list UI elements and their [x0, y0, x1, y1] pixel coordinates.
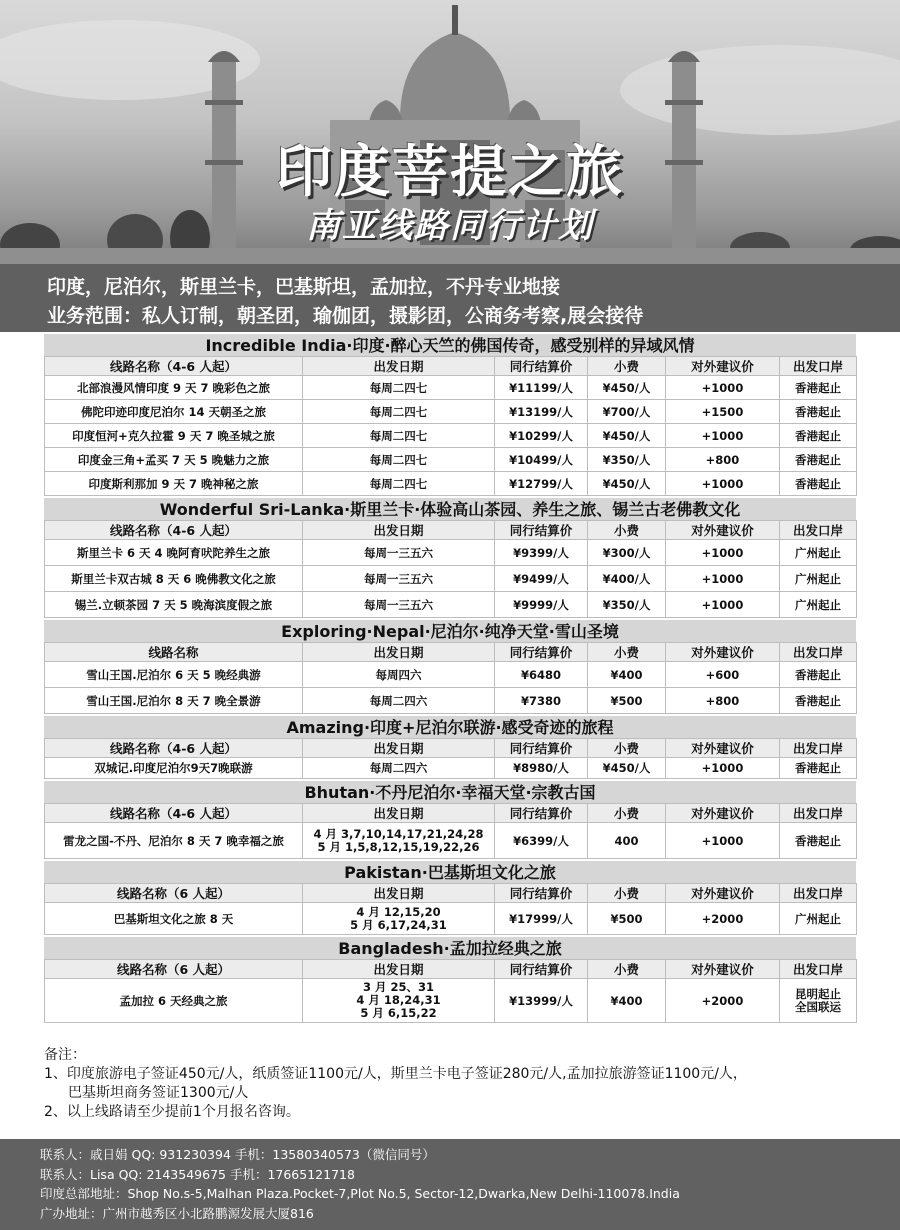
table-cell: ¥500: [588, 688, 666, 714]
table-cell: 巴基斯坦文化之旅 8 天: [45, 903, 303, 935]
table-cell: 每周二四六: [303, 688, 495, 714]
column-header: 线路名称（4-6 人起）: [45, 804, 303, 823]
section-title: Exploring·Nepal·尼泊尔·纯净天堂·雪山圣境: [44, 618, 856, 642]
table-row: [45, 903, 857, 935]
column-header: 同行结算价: [495, 804, 588, 823]
column-header: 同行结算价: [495, 884, 588, 903]
table-cell: 北部浪漫风情印度 9 天 7 晚彩色之旅: [45, 376, 303, 400]
notes: [44, 1046, 884, 1122]
table-cell: ¥13999/人: [495, 979, 588, 1023]
table-cell: ¥9499/人: [495, 566, 588, 592]
table-cell: ¥400: [588, 979, 666, 1023]
table-cell: ¥450/人: [588, 376, 666, 400]
column-header: 出发日期: [303, 643, 495, 662]
table-cell: 斯里兰卡双古城 8 天 6 晚佛教文化之旅: [45, 566, 303, 592]
hero-title: 印度菩提之旅: [276, 140, 624, 205]
table-cell: ¥450/人: [588, 758, 666, 779]
table-row: [45, 758, 857, 779]
table-cell: 每周一三五六: [303, 592, 495, 618]
table-cell: ¥450/人: [588, 472, 666, 496]
table-cell: +1000: [666, 592, 780, 618]
column-header: 同行结算价: [495, 960, 588, 979]
table-cell: 香港起止: [780, 376, 857, 400]
table-row: [45, 979, 857, 1023]
table-cell: 4 月 3,7,10,14,17,21,24,28 5 月 1,5,8,12,15,19,22,26: [303, 823, 495, 859]
table-row: [45, 472, 857, 496]
table-cell: ¥700/人: [588, 400, 666, 424]
table-cell: ¥9999/人: [495, 592, 588, 618]
table-cell: 每周二四七: [303, 424, 495, 448]
table-cell: ¥10299/人: [495, 424, 588, 448]
table-row: [45, 662, 857, 688]
column-header: 对外建议价: [666, 804, 780, 823]
table-cell: ¥17999/人: [495, 903, 588, 935]
table-cell: 双城记.印度尼泊尔9天7晚联游: [45, 758, 303, 779]
table-cell: ¥6480: [495, 662, 588, 688]
table-cell: ¥400: [588, 662, 666, 688]
table-cell: ¥12799/人: [495, 472, 588, 496]
table-header-row: [45, 960, 857, 979]
column-header: 线路名称（4-6 人起）: [45, 357, 303, 376]
table-cell: +1000: [666, 758, 780, 779]
table-cell: 4 月 12,15,20 5 月 6,17,24,31: [303, 903, 495, 935]
column-header: 出发口岸: [780, 804, 857, 823]
table-cell: 广州起止: [780, 566, 857, 592]
table-row: [45, 566, 857, 592]
table-cell: +1000: [666, 424, 780, 448]
column-header: 对外建议价: [666, 521, 780, 540]
table-cell: +1000: [666, 566, 780, 592]
table-header-row: [45, 884, 857, 903]
table-cell: 每周二四七: [303, 448, 495, 472]
table-cell: 雪山王国.尼泊尔 8 天 7 晚全景游: [45, 688, 303, 714]
column-header: 小费: [588, 357, 666, 376]
column-header: 出发日期: [303, 884, 495, 903]
table-cell: 昆明起止 全国联运: [780, 979, 857, 1023]
table-row: [45, 424, 857, 448]
column-header: 对外建议价: [666, 643, 780, 662]
table-header-row: [45, 521, 857, 540]
table-cell: ¥6399/人: [495, 823, 588, 859]
contact-footer: [0, 1139, 900, 1230]
section-title: Bhutan·不丹尼泊尔·幸福天堂·宗教古国: [44, 779, 856, 803]
table-cell: +2000: [666, 903, 780, 935]
table-row: [45, 448, 857, 472]
table-cell: 斯里兰卡 6 天 4 晚阿育吠陀养生之旅: [45, 540, 303, 566]
service-countries: 印度，尼泊尔，斯里兰卡，巴基斯坦，孟加拉，不丹专业地接: [47, 276, 561, 298]
table-cell: +1000: [666, 823, 780, 859]
table-cell: 每周一三五六: [303, 540, 495, 566]
table-cell: ¥11199/人: [495, 376, 588, 400]
table-row: [45, 592, 857, 618]
table-header-row: [45, 739, 857, 758]
tour-table: [44, 642, 857, 714]
column-header: 出发口岸: [780, 357, 857, 376]
table-row: [45, 540, 857, 566]
table-cell: ¥350/人: [588, 592, 666, 618]
service-scope: 业务范围：私人订制，朝圣团，瑜伽团，摄影团，公商务考察,展会接待: [47, 305, 644, 327]
table-cell: ¥300/人: [588, 540, 666, 566]
column-header: 同行结算价: [495, 521, 588, 540]
column-header: 小费: [588, 521, 666, 540]
column-header: 同行结算价: [495, 739, 588, 758]
guangzhou-address: 广办地址：广州市越秀区小北路鹏源发展大厦816: [40, 1205, 314, 1221]
column-header: 出发日期: [303, 357, 495, 376]
column-header: 线路名称（6 人起）: [45, 960, 303, 979]
table-cell: ¥7380: [495, 688, 588, 714]
table-cell: +600: [666, 662, 780, 688]
table-cell: 每周二四七: [303, 376, 495, 400]
table-cell: 广州起止: [780, 592, 857, 618]
table-row: [45, 823, 857, 859]
table-cell: ¥450/人: [588, 424, 666, 448]
table-header-row: [45, 804, 857, 823]
column-header: 对外建议价: [666, 884, 780, 903]
tour-table: [44, 803, 857, 859]
column-header: 出发日期: [303, 521, 495, 540]
hq-address: 印度总部地址：Shop No.s-5,Malhan Plaza.Pocket-7,Plot No.5, Sector-12,Dwarka,New Delhi-110078.India: [40, 1186, 680, 1201]
table-cell: 香港起止: [780, 424, 857, 448]
table-header-row: [45, 357, 857, 376]
section-title: Amazing·印度+尼泊尔联游·感受奇迹的旅程: [44, 714, 856, 738]
column-header: 小费: [588, 643, 666, 662]
table-cell: ¥400/人: [588, 566, 666, 592]
table-row: [45, 376, 857, 400]
column-header: 线路名称（4-6 人起）: [45, 521, 303, 540]
column-header: 线路名称: [45, 643, 303, 662]
table-cell: 400: [588, 823, 666, 859]
service-band: [0, 264, 900, 332]
table-cell: 印度斯利那加 9 天 7 晚神秘之旅: [45, 472, 303, 496]
tour-tables: [44, 332, 856, 1023]
table-cell: +800: [666, 448, 780, 472]
tour-table: [44, 738, 857, 779]
column-header: 出发口岸: [780, 960, 857, 979]
note-item-continued: 巴基斯坦商务签证1300元/人: [68, 1085, 249, 1101]
table-cell: ¥500: [588, 903, 666, 935]
column-header: 线路名称（4-6 人起）: [45, 739, 303, 758]
table-cell: 雪山王国.尼泊尔 6 天 5 晚经典游: [45, 662, 303, 688]
table-row: [45, 400, 857, 424]
table-cell: 香港起止: [780, 662, 857, 688]
column-header: 出发口岸: [780, 521, 857, 540]
table-cell: 雷龙之国-不丹、尼泊尔 8 天 7 晚幸福之旅: [45, 823, 303, 859]
table-cell: 香港起止: [780, 823, 857, 859]
column-header: 出发口岸: [780, 884, 857, 903]
table-cell: 每周一三五六: [303, 566, 495, 592]
table-cell: 佛陀印迹印度尼泊尔 14 天朝圣之旅: [45, 400, 303, 424]
column-header: 对外建议价: [666, 739, 780, 758]
table-cell: 每周二四七: [303, 400, 495, 424]
table-cell: 每周二四七: [303, 472, 495, 496]
table-cell: +1000: [666, 472, 780, 496]
tour-table: [44, 883, 857, 935]
column-header: 同行结算价: [495, 643, 588, 662]
tour-table: [44, 520, 857, 618]
contact-line: 联系人：戚日娟 QQ: 931230394 手机：13580340573（微信同号）: [40, 1147, 435, 1162]
table-cell: 香港起止: [780, 758, 857, 779]
section-title: Wonderful Sri-Lanka·斯里兰卡·体验高山茶园、养生之旅、锡兰古老佛教文化: [44, 496, 856, 520]
table-cell: +800: [666, 688, 780, 714]
table-cell: 孟加拉 6 天经典之旅: [45, 979, 303, 1023]
table-cell: ¥350/人: [588, 448, 666, 472]
table-cell: +1000: [666, 540, 780, 566]
note-item: 2、以上线路请至少提前1个月报名咨询。: [44, 1104, 300, 1120]
section-title: Incredible India·印度·醉心天竺的佛国传奇，感受别样的异域风情: [44, 332, 856, 356]
column-header: 对外建议价: [666, 357, 780, 376]
table-cell: 每周四六: [303, 662, 495, 688]
section-title: Bangladesh·孟加拉经典之旅: [44, 935, 856, 959]
notes-heading: 备注：: [44, 1047, 86, 1063]
table-cell: 3 月 25、31 4 月 18,24,31 5 月 6,15,22: [303, 979, 495, 1023]
table-cell: +1000: [666, 376, 780, 400]
table-cell: 广州起止: [780, 540, 857, 566]
hero-banner: [0, 0, 900, 264]
table-cell: 香港起止: [780, 472, 857, 496]
table-cell: ¥10499/人: [495, 448, 588, 472]
column-header: 小费: [588, 884, 666, 903]
column-header: 出发口岸: [780, 739, 857, 758]
table-row: [45, 688, 857, 714]
tour-table: [44, 959, 857, 1023]
table-cell: 香港起止: [780, 448, 857, 472]
column-header: 出发口岸: [780, 643, 857, 662]
column-header: 小费: [588, 960, 666, 979]
table-cell: 香港起止: [780, 400, 857, 424]
table-cell: 印度恒河+克久拉霍 9 天 7 晚圣城之旅: [45, 424, 303, 448]
contact-line: 联系人：Lisa QQ: 2143549675 手机：17665121718: [40, 1166, 355, 1182]
column-header: 小费: [588, 804, 666, 823]
table-cell: ¥8980/人: [495, 758, 588, 779]
table-cell: 广州起止: [780, 903, 857, 935]
column-header: 出发日期: [303, 739, 495, 758]
table-cell: 每周二四六: [303, 758, 495, 779]
table-cell: 印度金三角+孟买 7 天 5 晚魅力之旅: [45, 448, 303, 472]
table-cell: ¥13199/人: [495, 400, 588, 424]
column-header: 出发日期: [303, 960, 495, 979]
hero-subtitle: 南亚线路同行计划: [306, 206, 594, 246]
column-header: 同行结算价: [495, 357, 588, 376]
section-title: Pakistan·巴基斯坦文化之旅: [44, 859, 856, 883]
table-cell: 锡兰.立顿茶园 7 天 5 晚海滨度假之旅: [45, 592, 303, 618]
column-header: 出发日期: [303, 804, 495, 823]
table-cell: 香港起止: [780, 688, 857, 714]
note-item: 1、印度旅游电子签证450元/人，纸质签证1100元/人，斯里兰卡电子签证280元/人,孟加拉旅游签证1100元/人，: [44, 1066, 747, 1082]
table-header-row: [45, 643, 857, 662]
column-header: 对外建议价: [666, 960, 780, 979]
column-header: 小费: [588, 739, 666, 758]
table-cell: +1500: [666, 400, 780, 424]
tour-table: [44, 356, 857, 496]
column-header: 线路名称（6 人起）: [45, 884, 303, 903]
table-cell: +2000: [666, 979, 780, 1023]
table-cell: ¥9399/人: [495, 540, 588, 566]
